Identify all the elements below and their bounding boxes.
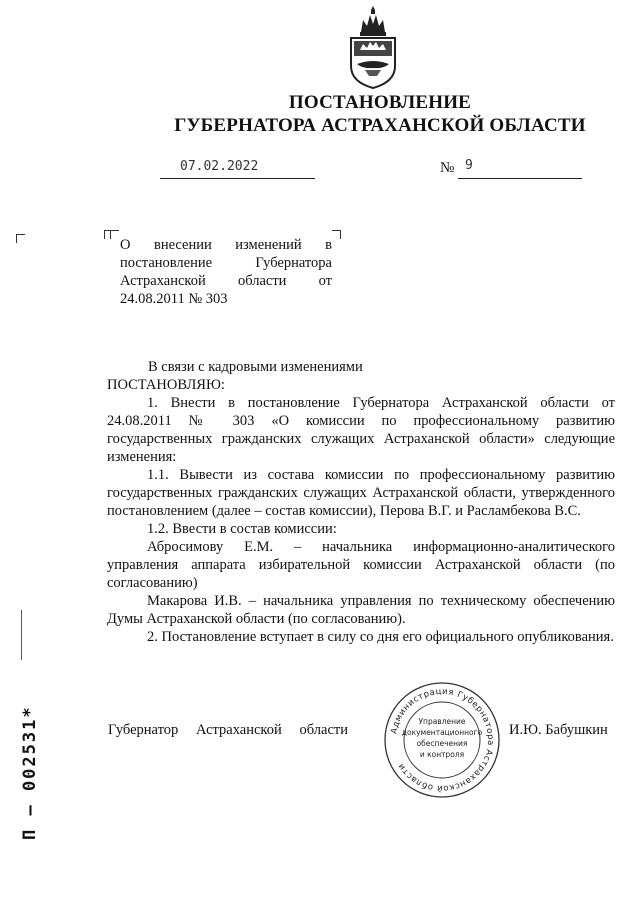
seal-line-1: Управление bbox=[418, 717, 466, 726]
document-number: 9 bbox=[465, 158, 473, 173]
seal-line-3: обеспечения bbox=[416, 739, 468, 748]
paragraph-1: 1. Внести в постановление Губернатора Астраханской области от 24.08.2011 № 303 «О комиссии по профессиональному развитию государственных гражданских служащих Астраханской области» следующие изменения: bbox=[107, 395, 615, 465]
number-label: № bbox=[440, 160, 455, 176]
document-title: ПОСТАНОВЛЕНИЕ bbox=[288, 92, 472, 113]
paragraph-1-2: 1.2. Ввести в состав комиссии: bbox=[147, 521, 337, 537]
date-underline bbox=[160, 178, 315, 179]
intro-text: В связи с кадровыми изменениями bbox=[148, 359, 363, 375]
serial-number: П – 002531* bbox=[20, 705, 40, 840]
paragraph-1-2-a: Абросимову Е.М. – начальника информационно-аналитического управления аппарата избирательной комиссии Астраханской области (по согласованию) bbox=[107, 539, 615, 591]
corner-mark bbox=[332, 230, 341, 239]
margin-line bbox=[21, 610, 22, 660]
decree-word: ПОСТАНОВЛЯЮ: bbox=[107, 377, 225, 393]
seal-line-2: документационного bbox=[401, 728, 483, 737]
document-date: 07.02.2022 bbox=[180, 159, 259, 174]
number-underline bbox=[458, 178, 582, 179]
signatory-position: Губернатор Астраханской области bbox=[108, 722, 348, 738]
corner-mark bbox=[16, 234, 25, 243]
document-subject: О внесении изменений в постановление Губернатора Астраханской области от 24.08.2011 № 303 bbox=[120, 237, 332, 307]
margin-serial-mark bbox=[0, 690, 40, 840]
paragraph-1-1: 1.1. Вывести из состава комиссии по профессиональному развитию государственных гражданских служащих Астраханской области, утвержденного постановлением (далее – состав комиссии), Перова В.Г. и Расламбекова В.С. bbox=[107, 467, 615, 519]
seal-ring-text: Администрация Губернатора Астраханской области bbox=[389, 686, 496, 794]
paragraph-2: 2. Постановление вступает в силу со дня его официального опубликования. bbox=[147, 629, 614, 645]
document-body bbox=[107, 358, 615, 646]
official-seal bbox=[382, 680, 502, 800]
document-issuer: ГУБЕРНАТОРА АСТРАХАНСКОЙ ОБЛАСТИ bbox=[174, 115, 586, 136]
coat-of-arms-icon bbox=[343, 6, 403, 90]
signatory-name: И.Ю. Бабушкин bbox=[509, 722, 608, 738]
paragraph-1-2-b: Макарова И.В. – начальника управления по техническому обеспечению Думы Астраханской области (по согласованию). bbox=[107, 593, 615, 627]
seal-line-4: и контроля bbox=[419, 750, 465, 759]
corner-mark bbox=[110, 230, 119, 239]
